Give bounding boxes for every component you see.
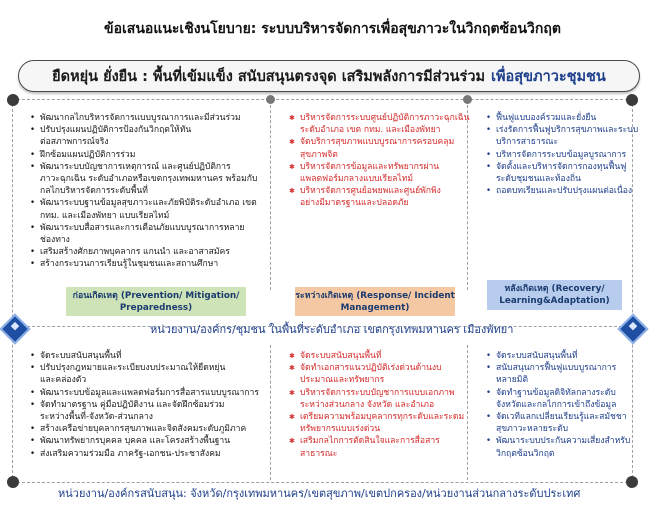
list-item: • เสริมสร้างศักยภาพบุคลากร แกนนำ และอาสาสมัคร [40, 246, 280, 258]
list-item: ✱ เตรียมความพร้อมบุคลากรทุกระดับและระดม [300, 411, 475, 423]
list-item: • ถอดบทเรียนและปรับปรุงแผนต่อเนื่อง [496, 185, 641, 197]
district-after-list [484, 112, 641, 197]
phase-before-label: ก่อนเกิดเหตุ (Prevention/ Mitigation/ Preparedness) [66, 287, 246, 316]
list-item: ✱ บริหารจัดการระบบศูนย์ปฏิบัติการภาวะฉุกเฉิน [300, 112, 475, 124]
list-item: • ส่งเสริมความร่วมมือ ภาครัฐ-เอกชน-ประชาสังคม [40, 448, 280, 460]
list-item: • พัฒนาระบบสื่อสารและการเตือนภัยแบบบูรณาการหลาย [40, 222, 280, 234]
list-item: • พัฒนาระบบบัญชาการเหตุการณ์ และศูนย์ปฏิบัติการ [40, 161, 280, 173]
list-item: ระหว่างส่วนกลาง จังหวัด และอำเภอ [300, 399, 435, 410]
list-item: แพลตฟอร์มกลางแบบเรียลไทม์ [300, 174, 414, 185]
list-item: ✱ จัดบริการสุขภาพแบบบูรณาการครอบคลุม [300, 136, 475, 148]
list-item: • ฟื้นฟูแบบองค์รวมและยั่งยืน [496, 112, 641, 124]
phase-after-label: หลังเกิดเหตุ (Recovery/ Learning&Adaptation) [487, 280, 622, 310]
vision-banner [18, 60, 640, 92]
support-level-label: หน่วยงาน/องค์กรสนับสนุน: จังหวัด/กรุงเทพมหานคร/เขตสุขภาพ/เขตปกครอง/หน่วยงานส่วนกลางระดับประเทศ [58, 487, 581, 500]
support-during-list [288, 350, 475, 460]
district-during-list [288, 112, 475, 210]
list-item: • พัฒนาทรัพยากรบุคคล บุคคล และโครงสร้างพื้นฐาน [40, 435, 280, 447]
list-item: ระดับชุมชนและท้องถิ่น [496, 174, 581, 185]
list-item: • ฝึกซ้อมแผนปฏิบัติการร่วม [40, 149, 280, 161]
corner-dot-bottom-left [7, 476, 19, 488]
list-item: • บริหารจัดการระบบข้อมูลบูรณาการ [496, 149, 641, 161]
list-item: ✱ บริหารจัดการระบบบัญชาการแบบเอกภาพ [300, 387, 475, 399]
list-item: จังหวัดและกลไกการเข้าถึงข้อมูล [496, 399, 617, 410]
corner-dot-bottom-right [626, 476, 638, 488]
list-item: • จัดตั้งและบริหารจัดการกองทุนฟื้นฟู [496, 161, 641, 173]
list-item: • พัฒนาระบบประกันความเสี่ยงสำหรับ [496, 435, 641, 447]
list-item: • จัดระบบสนับสนุนพื้นที่ [40, 350, 280, 362]
phase-during-label: ระหว่างเกิดเหตุ (Response/ Incident Management) [295, 287, 455, 316]
list-item: ✱ เสริมกลไกการตัดสินใจและการสื่อสาร [300, 435, 475, 447]
list-item: ช่องทาง [40, 235, 70, 246]
page-title: ข้อเสนอแนะเชิงนโยบาย: ระบบบริหารจัดการเพื่อสุขภาวะในวิกฤตซ้อนวิกฤต [104, 21, 561, 37]
list-item: สุขภาพจิต [300, 149, 338, 160]
list-item: ระดับอำเภอ เขต กทม. และเมืองพัทยา [300, 125, 441, 136]
list-item: • ปรับปรุงแผนปฏิบัติการป้องกันวิกฤตให้ทัน [40, 124, 280, 136]
list-item: • สนับสนุนการฟื้นฟูแบบบูรณาการ [496, 362, 641, 374]
list-item: ภาวะฉุกเฉิน ระดับอำเภอหรือเขตกรุงเทพมหานคร พร้อมกับ [40, 174, 258, 185]
list-item: ระหว่างพื้นที่-จังหวัด-ส่วนกลาง [40, 412, 153, 423]
column-dot-2 [463, 95, 472, 104]
district-level-label: หน่วยงาน/องค์กร/ชุมชน ในพื้นที่ระดับอำเภอ เขตกรุงเทพมหานคร เมืองพัทยา [150, 323, 514, 336]
list-item: สาธารณะ [300, 448, 338, 459]
list-item: ต่อสภาพการณ์จริง [40, 137, 109, 148]
list-item: • ปรับปรุงกฎหมายและระเบียบงบประมาณให้ยืดหยุ่น [40, 362, 280, 374]
list-item: หลายมิติ [496, 375, 529, 386]
list-item: • เร่งรัดการฟื้นฟูบริการสุขภาพและระบบ [496, 124, 641, 136]
list-item: ✱ บริหารจัดการศูนย์อพยพและศูนย์พักพิง [300, 185, 475, 197]
list-item: • จัดเวทีแลกเปลี่ยนเรียนรู้และสมัชชา [496, 411, 641, 423]
support-after-list [484, 350, 641, 460]
list-item: และคล่องตัว [40, 375, 87, 386]
banner-main-text: ยืดหยุ่น ยั่งยืน : พื้นที่เข้มแข็ง สนับสนุนตรงจุด เสริมพลังการมีส่วนร่วม [52, 68, 486, 85]
list-item: อย่างมีมาตรฐานและปลอดภัย [300, 198, 409, 209]
column-dot-1 [266, 95, 275, 104]
list-item: ประมาณและทรัพยากร [300, 375, 385, 386]
list-item: • พัฒนากลไกบริหารจัดการแบบบูรณาการและมีส่วนร่วม [40, 112, 280, 124]
banner-accent-text: เพื่อสุขภาวะชุมชน [491, 68, 606, 85]
list-item: บริการสาธารณะ [496, 137, 559, 148]
support-before-list [28, 350, 280, 460]
list-item: • สร้างกระบวนการเรียนรู้ในชุมชนและสถานศึกษา [40, 258, 280, 270]
corner-dot-top-right [626, 94, 638, 106]
list-item: • พัฒนาระบบข้อมูลและแพลตฟอร์มการสื่อสารแบบบูรณาการ [40, 387, 280, 399]
list-item: ✱ บริหารจัดการข้อมูลและทรัพยากรผ่าน [300, 161, 475, 173]
list-item: • จัดทำฐานข้อมูลดิจิทัลกลางระดับ [496, 387, 641, 399]
list-item: กลไกบริหารจัดการระดับพื้นที่ [40, 186, 148, 197]
list-item: กทม. และเมืองพัทยา แบบเรียลไทม์ [40, 210, 170, 221]
list-item: ทรัพยากรแบบเร่งด่วน [300, 424, 381, 435]
list-item: ✱ จัดระบบสนับสนุนพื้นที่ [300, 350, 475, 362]
list-item: • จัดระบบสนับสนุนพื้นที่ [496, 350, 641, 362]
list-item: • พัฒนาระบบฐานข้อมูลสุขภาวะและภัยพิบัติระดับอำเภอ เขต [40, 197, 280, 209]
list-item: วิกฤตซ้อนวิกฤต [496, 448, 555, 459]
list-item: • สร้างเครือข่ายบุคลากรสุขภาพและจิตสังคมระดับภูมิภาค [40, 423, 280, 435]
district-before-list [28, 112, 280, 271]
list-item: สุขภาวะหลายระดับ [496, 424, 569, 435]
list-item: ✱ จัดทำเอกสารแนวปฏิบัติเร่งด่วนด้านงบ [300, 362, 475, 374]
corner-dot-top-left [7, 94, 19, 106]
list-item: • จัดทำมาตรฐาน คู่มือปฏิบัติงาน และจัดฝึกซ้อมร่วม [40, 399, 280, 411]
